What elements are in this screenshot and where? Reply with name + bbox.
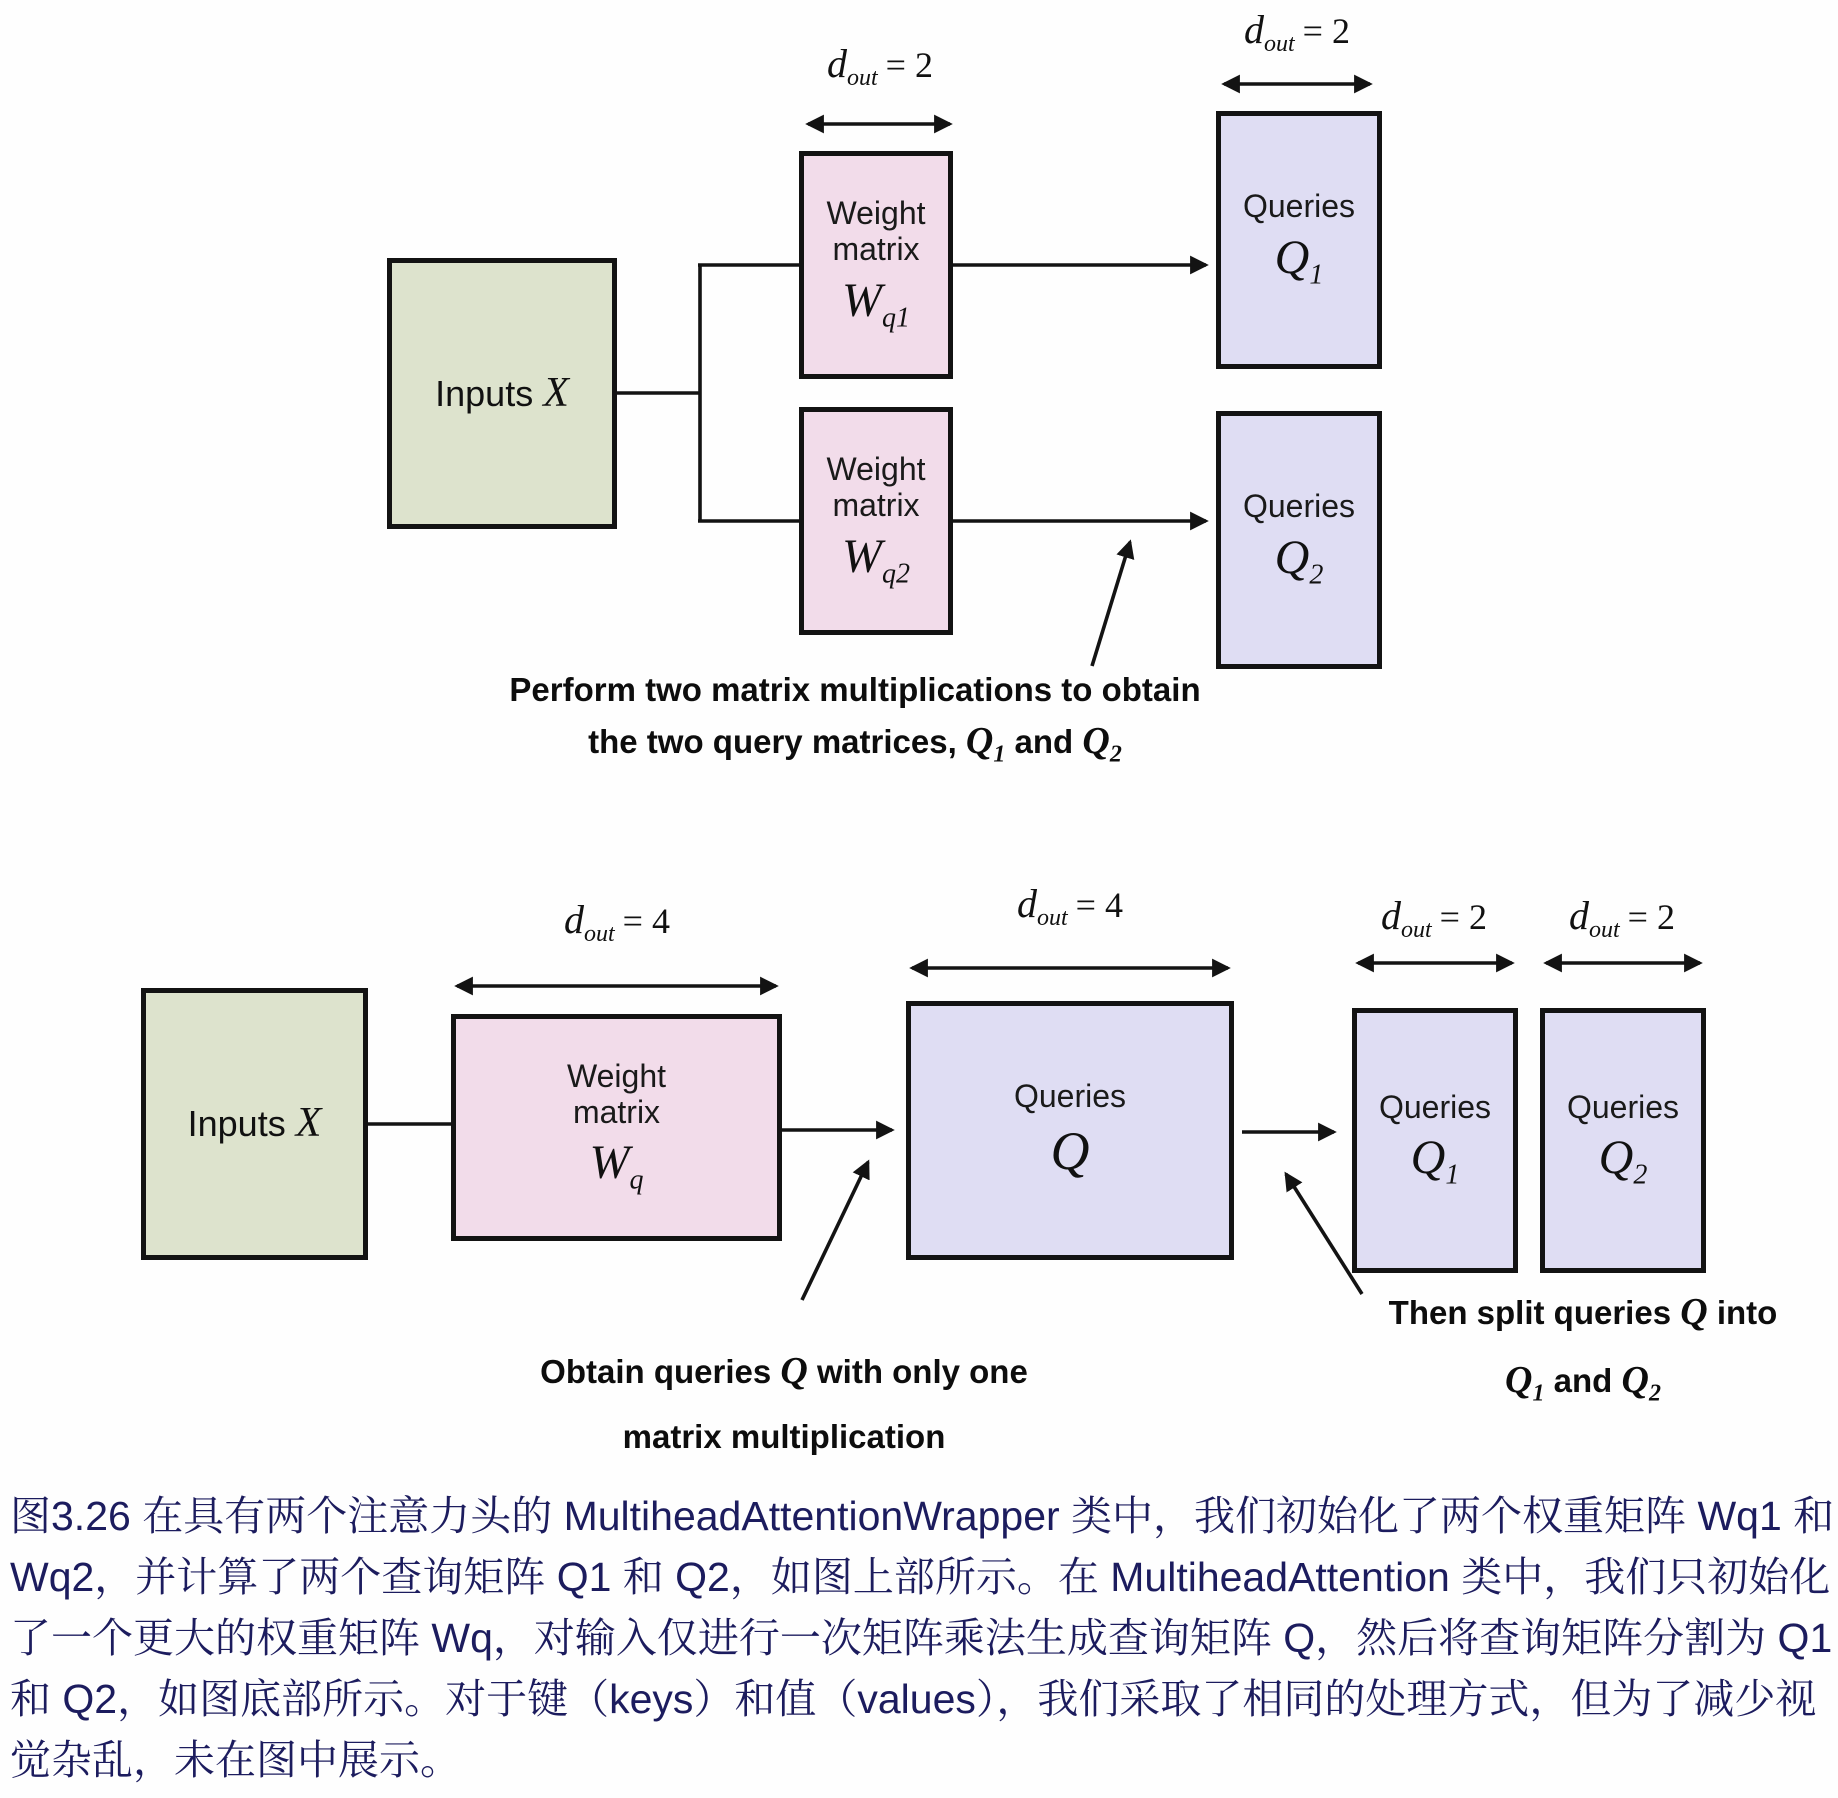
dim-label-dout4-q: $d_{out} = 4$ xyxy=(1017,881,1123,932)
wq2-symbol: $W_{q2}$ xyxy=(842,529,910,590)
queries-q2-box-split xyxy=(1540,1008,1706,1273)
dim-label-dout2-q2-split: $d_{out} = 2$ xyxy=(1569,893,1675,944)
q1-split-label: Queries xyxy=(1378,1088,1492,1125)
q2-symbol-top: $Q_2$ xyxy=(1274,530,1324,591)
figure-caption-text xyxy=(10,1486,1835,1791)
weight-matrix-wq-box xyxy=(451,1014,782,1241)
wq2-label: Weight matrix xyxy=(826,451,926,524)
caption-obtain-queries: Obtain queries Q with only one matrix multiplication xyxy=(540,1350,1028,1456)
weight-matrix-wq1-box xyxy=(799,151,953,379)
inputs-x-box-bottom xyxy=(141,988,368,1260)
q2-label-top: Queries xyxy=(1242,488,1356,525)
inputs-x-label-top: Inputs X xyxy=(435,369,569,416)
figure-caption-line-5: 觉杂乱，未在图中展示。 xyxy=(10,1737,461,1783)
dim-label-dout4-wq: $d_{out} = 4$ xyxy=(564,897,670,948)
inputs-x-label-bottom: Inputs X xyxy=(187,1100,322,1147)
figure-caption-line-4: 和 Q2，如图底部所示。对于键（keys）和值（values），我们采取了相同的处理方式，但为了减少视 xyxy=(10,1676,1817,1722)
figure-caption-line-2: Wq2，并计算了两个查询矩阵 Q1 和 Q2，如图上部所示。在 MultiheadAttention 类中，我们只初始化 xyxy=(10,1554,1831,1600)
caption-perform-two-matmuls: Perform two matrix multiplications to obtain the two query matrices, $Q_1$ and $Q_2$ xyxy=(509,671,1201,768)
dim-label-dout2-wq1: $d_{out} = 2$ xyxy=(827,41,933,92)
queries-q1-box-top xyxy=(1216,111,1382,369)
q-label: Queries xyxy=(1013,1078,1127,1115)
q-symbol: Q xyxy=(1050,1121,1090,1182)
callout-arrow-split xyxy=(1286,1174,1362,1294)
q1-symbol-top: $Q_1$ xyxy=(1274,230,1324,291)
weight-matrix-wq2-box xyxy=(799,407,953,635)
figure-caption-line-3: 了一个更大的权重矩阵 Wq，对输入仅进行一次矩阵乘法生成查询矩阵 Q，然后将查询矩阵分割为 Q1 xyxy=(10,1615,1833,1661)
q1-split-symbol: $Q_1$ xyxy=(1410,1131,1460,1192)
dim-label-dout2-q1: $d_{out} = 2$ xyxy=(1244,7,1350,58)
queries-q2-box-top xyxy=(1216,411,1382,669)
wq1-symbol: $W_{q1}$ xyxy=(842,273,910,334)
queries-q1-box-split xyxy=(1352,1008,1518,1273)
q2-split-label: Queries xyxy=(1566,1088,1680,1125)
dim-label-dout2-q1-split: $d_{out} = 2$ xyxy=(1381,893,1487,944)
inputs-x-box-top xyxy=(387,258,617,529)
q2-split-symbol: $Q_2$ xyxy=(1598,1131,1648,1192)
wq-label: Weight matrix xyxy=(566,1057,666,1130)
callout-arrow-obtain xyxy=(802,1162,868,1300)
figure-caption-line-1: 图3.26 在具有两个注意力头的 MultiheadAttentionWrapper 类中，我们初始化了两个权重矩阵 Wq1 和 xyxy=(10,1493,1835,1539)
q1-label-top: Queries xyxy=(1242,188,1356,225)
caption-then-split: Then split queries Q into $Q_1$ and $Q_2$ xyxy=(1388,1291,1778,1407)
wq1-label: Weight matrix xyxy=(826,195,926,268)
queries-q-box xyxy=(906,1001,1234,1260)
wq-symbol: $W_q$ xyxy=(589,1136,644,1196)
callout-arrow-top xyxy=(1092,542,1130,666)
